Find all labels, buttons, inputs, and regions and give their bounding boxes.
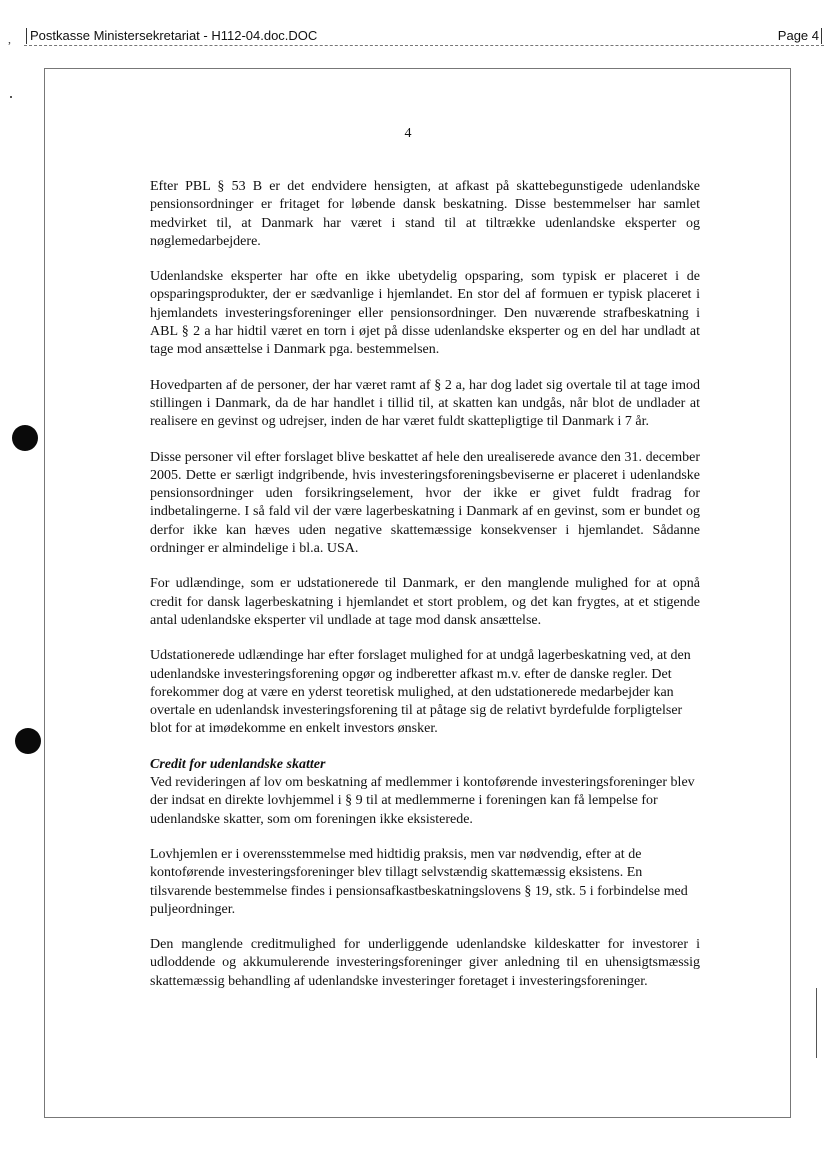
- punch-hole-bottom: [15, 728, 41, 754]
- paragraph-4: Disse personer vil efter forslaget blive beskattet af hele den urealiserede avance den 31. december 2005. Dette er særligt indgribende, hvis investeringsforeningsbeviserne er placeret i udenlandske pensionsordninger uden forsikringselement, hvor der ikke er givet fuldt fradrag for indbetalingerne. I så fald vil der være lagerbeskatning i Danmark af en gevinst, som er bundet og derfor ikke kan hæves uden negative skattemæssige konsekvenser i hjemlandet. Sådanne ordninger er almindelige i bl.a. USA.: [150, 449, 700, 557]
- fax-header: [0, 0, 824, 50]
- header-title: Postkasse Ministersekretariat - H112-04.doc.DOC: [26, 28, 317, 44]
- paragraph-6: Udstationerede udlændinge har efter forslaget mulighed for at undgå lagerbeskatning ved, at den udenlandske investeringsforening opgør og indberetter afkast m.v. efter de danske regler. Det forekommer dog at være en yderst teoretisk mulighed, at den udstationerede medarbejder kan overtale en udenlandsk investeringsforening til at påtage sig de relativt byrdefulde forpligtelser blot for at imødekomme en enkelt investors ønsker.: [150, 648, 691, 737]
- margin-mark: ,: [8, 32, 11, 46]
- punch-hole-top: [12, 425, 38, 451]
- document-body: [150, 178, 700, 1008]
- section-paragraph-1: Ved revideringen af lov om beskatning af medlemmer i kontoførende investeringsforeninger blev der indsat en direkte lovhjemmel i § 9 til at medlemmerne i foreningen kan få lempelse for udenlandske skatter, som om foreningen ikke eksisterede.: [150, 775, 695, 827]
- header-page-label: Page 4: [778, 28, 822, 44]
- page-number: 4: [404, 126, 412, 141]
- paragraph-3: Hovedparten af de personer, der har været ramt af § 2 a, har dog ladet sig overtale til at tage imod stillingen i Danmark, da de har handlet i tillid til, at skatten kan undgås, når blot de undlader at realisere en gevinst og udrejser, inden de har været fuldt skattepligtige til Danmark i 7 år.: [150, 377, 700, 430]
- paragraph-1: Efter PBL § 53 B er det endvidere hensigten, at afkast på skattebegunstigede udenlandske pensionsordninger er fritaget for løbende dansk beskatning. Disse bestemmelser har samlet medvirket til, at Danmark har været i stand til at tiltrække udenlandske eksperter og nøglemedarbejdere.: [150, 179, 700, 249]
- section-heading: Credit for udenlandske skatter: [150, 756, 326, 772]
- section-paragraph-3: Den manglende creditmulighed for underliggende udenlandske kildeskatter for investorer i udloddende og akkumulerende investeringsforeninger giver anledning til en uhensigtsmæssig skattemæssig behandling af udenlandske investeringer foretaget i investeringsforeninger.: [150, 937, 700, 989]
- scan-speck: [10, 96, 12, 98]
- header-divider: [24, 45, 824, 46]
- paragraph-5: For udlændinge, som er udstationerede til Danmark, er den manglende mulighed for at opnå credit for dansk lagerbeskatning i hjemlandet et stort problem, og det kan frygtes, at et stigende antal udenlandske eksperter vil undlade at tage mod dansk ansættelse.: [150, 576, 700, 628]
- scan-edge-line: [816, 988, 817, 1058]
- section-paragraph-2: Lovhjemlen er i overensstemmelse med hidtidig praksis, men var nødvendig, efter at de kontoførende investeringsforeninger blev tillagt selvstændig skattemæssig eksistens. En tilsvarende bestemmelse findes i pensionsafkastbeskatningslovens § 19, stk. 5 i forbindelse med puljeordninger.: [150, 846, 688, 917]
- paragraph-2: Udenlandske eksperter har ofte en ikke ubetydelig opsparing, som typisk er placeret i de opsparingsprodukter, der er sædvanlige i hjemlandet. En stor del af formuen er typisk placeret i hjemlandets investeringsforeninger eller pensionsordninger. Den nuværende strafbeskatning i ABL § 2 a har hidtil været en torn i øjet på disse udenlandske eksperter og en del har undladt at tage mod ansættelse i Danmark pga. bestemmelsen.: [150, 269, 700, 358]
